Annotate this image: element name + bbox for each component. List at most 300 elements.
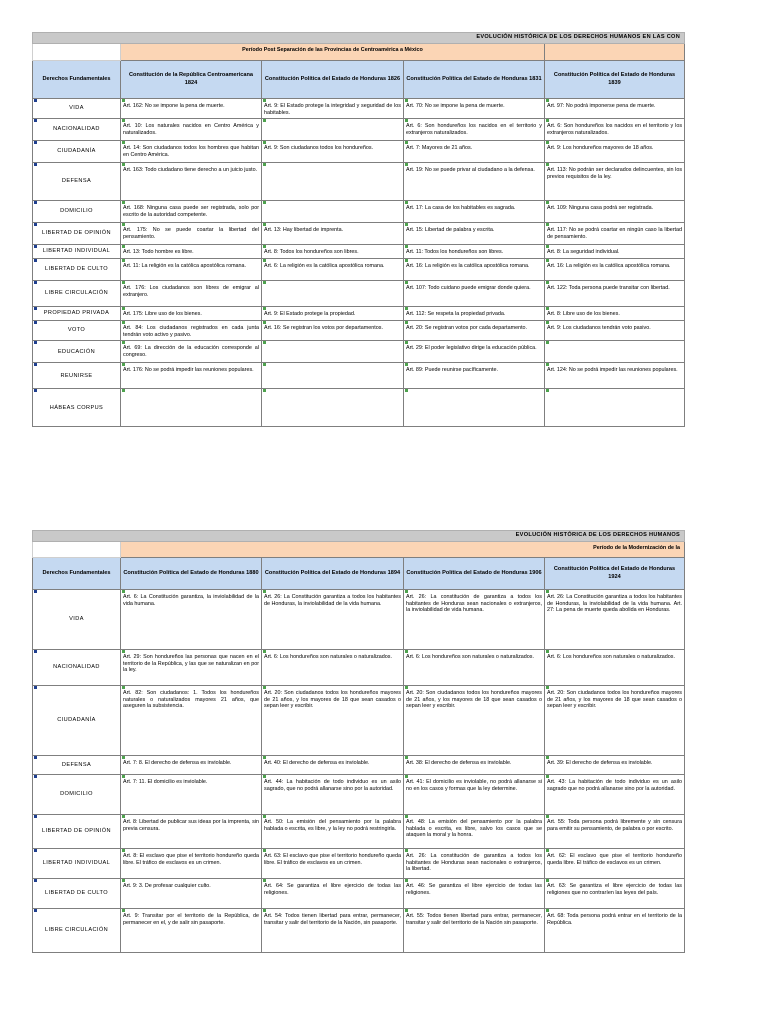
table-cell bbox=[121, 775, 262, 815]
table-cell bbox=[262, 775, 404, 815]
table-cell bbox=[545, 307, 685, 321]
table-cell bbox=[262, 686, 404, 756]
cell-text: Art. 9: Los hondureños mayores de 18 años. bbox=[547, 145, 654, 152]
cell-marker-icon bbox=[122, 775, 125, 778]
cell-text: Art. 13: Hay libertad de imprenta. bbox=[264, 227, 344, 234]
cell-text: Art. 175: No se puede coartar la libertad del pensamiento. bbox=[123, 227, 259, 240]
row-label-text: HÁBEAS CORPUS bbox=[49, 404, 104, 411]
cell-marker-icon bbox=[546, 141, 549, 144]
table-cell bbox=[404, 321, 545, 341]
table-row bbox=[33, 141, 685, 163]
cell-marker-icon bbox=[34, 321, 37, 324]
table-cell bbox=[121, 590, 262, 650]
row-label bbox=[33, 756, 121, 775]
cell-text: Art. 54: Todos tienen libertad para entrar, permanecer, transitar y salir del territorio de la Nación, sin pasaporte. bbox=[264, 913, 401, 926]
cell-marker-icon bbox=[405, 281, 408, 284]
row-label bbox=[33, 775, 121, 815]
cell-marker-icon bbox=[405, 307, 408, 310]
cell-text: Art. 68: Toda persona podrá entrar en el territorio de la República. bbox=[547, 913, 682, 926]
cell-text: Art. 26: La constitución de garantiza a todos los habitantes de Honduras sean nacionales o extranjeros, la inviolabilidad de vida humana. bbox=[406, 594, 542, 614]
cell-marker-icon bbox=[34, 163, 37, 166]
cell-text: Art. 8: La seguridad individual. bbox=[547, 249, 620, 256]
cell-marker-icon bbox=[405, 363, 408, 366]
table-cell bbox=[121, 119, 262, 141]
rights-table-1 bbox=[32, 32, 685, 427]
cell-text: Art. 113: No podrán ser declarados delincuentes, sin los previos requisitos de la ley. bbox=[547, 167, 683, 180]
table-cell bbox=[404, 99, 545, 119]
table-cell bbox=[545, 321, 685, 341]
cell-text: Art. 97: No podrá imponerse pena de muerte. bbox=[547, 103, 656, 109]
table-row bbox=[33, 363, 685, 389]
cell-marker-icon bbox=[122, 909, 125, 912]
cell-marker-icon bbox=[122, 223, 125, 226]
table-cell bbox=[262, 389, 404, 427]
cell-text: Art. 122: Toda persona puede transitar con libertad. bbox=[547, 285, 670, 292]
table-cell bbox=[545, 223, 685, 245]
table-cell bbox=[121, 259, 262, 281]
row-label bbox=[33, 201, 121, 223]
cell-text: Art. 55: Toda persona podrá libremente y sin censura para emitir su pensamiento, de palabra o por escrito. bbox=[547, 819, 682, 832]
cell-marker-icon bbox=[405, 223, 408, 226]
table-row bbox=[33, 245, 685, 259]
table-cell bbox=[121, 141, 262, 163]
row-label bbox=[33, 245, 121, 259]
cell-marker-icon bbox=[405, 163, 408, 166]
cell-marker-icon bbox=[546, 389, 549, 392]
cell-text: Art. 168: Ninguna casa puede ser registrada, solo por escrito de la autoridad competente. bbox=[123, 205, 259, 218]
cell-text: Art. 7: 8. El derecho de defensa es inviolable. bbox=[123, 760, 232, 766]
row-label bbox=[33, 909, 121, 953]
cell-marker-icon bbox=[263, 307, 266, 310]
period-label: Período Post Separación de las Provincias de Centroamérica a México bbox=[121, 44, 545, 61]
cell-text: Art. 9: Transitar por el territorio de la República, de permanecer en el, y de salir sin pasaporte. bbox=[123, 913, 259, 926]
table-cell bbox=[404, 849, 545, 879]
row-header-label: Derechos Fundamentales bbox=[33, 558, 121, 590]
table-row bbox=[33, 307, 685, 321]
cell-text: Art. 10: Los naturales nacidos en Centro América y naturalizados. bbox=[123, 123, 259, 136]
table-cell bbox=[404, 879, 545, 909]
cell-marker-icon bbox=[263, 815, 266, 818]
table-cell bbox=[262, 590, 404, 650]
table-row bbox=[33, 223, 685, 245]
cell-text: Art. 17: La casa de los habitables es sagrada. bbox=[406, 205, 516, 212]
cell-marker-icon bbox=[405, 201, 408, 204]
cell-marker-icon bbox=[405, 650, 408, 653]
cell-text: Art. 82: Son ciudadanos: 1. Todos los hondureños naturales o naturalizados mayores 21 años, que aseguren la subsistencia. bbox=[123, 690, 259, 710]
cell-marker-icon bbox=[34, 245, 37, 248]
cell-text: Art. 20: Son ciudadanos todos los hondureños mayores de 21 años, y los mayores de 18 que sean casados o sepan leer y escribir. bbox=[547, 690, 682, 710]
table-cell bbox=[545, 650, 685, 686]
cell-text: Art. 20: Son ciudadanos todos los hondureños mayores de 21 años, y los mayores de 18 que sean casados o sepan leer y escribir. bbox=[406, 690, 542, 710]
row-label bbox=[33, 389, 121, 427]
row-label-text: NACIONALIDAD bbox=[53, 126, 100, 133]
row-label-text: DEFENSA bbox=[61, 761, 92, 768]
cell-text: Art. 9: El Estado protege la propiedad. bbox=[264, 311, 356, 318]
row-label-text: NACIONALIDAD bbox=[53, 664, 100, 671]
cell-text: Art. 9: Son ciudadanos todos los hondureños. bbox=[264, 145, 374, 152]
blank-corner bbox=[33, 44, 121, 61]
table-cell bbox=[262, 909, 404, 953]
row-label bbox=[33, 307, 121, 321]
cell-marker-icon bbox=[546, 321, 549, 324]
table-row bbox=[33, 756, 685, 775]
period-label: Período de la Modernización de la bbox=[121, 542, 685, 558]
cell-marker-icon bbox=[122, 259, 125, 262]
cell-marker-icon bbox=[263, 775, 266, 778]
cell-marker-icon bbox=[34, 849, 37, 852]
table-cell bbox=[545, 686, 685, 756]
table-cell bbox=[262, 756, 404, 775]
rights-table-2 bbox=[32, 530, 685, 953]
table-cell bbox=[404, 389, 545, 427]
table-cell bbox=[121, 849, 262, 879]
cell-marker-icon bbox=[263, 201, 266, 204]
cell-marker-icon bbox=[263, 259, 266, 262]
table-cell bbox=[404, 201, 545, 223]
cell-text: Art. 50: La emisión del pensamiento por la palabra hablada o escrita, es libre, y la ley no podrá restringirla. bbox=[264, 819, 401, 832]
table-cell bbox=[404, 756, 545, 775]
table-row bbox=[33, 815, 685, 849]
table-row bbox=[33, 590, 685, 650]
cell-text: Art. 163: Todo ciudadano tiene derecho a un juicio justo. bbox=[123, 167, 258, 174]
table-cell bbox=[545, 909, 685, 953]
row-label bbox=[33, 141, 121, 163]
table-cell bbox=[121, 815, 262, 849]
cell-marker-icon bbox=[405, 590, 408, 593]
cell-marker-icon bbox=[122, 321, 125, 324]
cell-text: Art. 16: Se registran los votos por departamentos. bbox=[264, 325, 383, 332]
table-cell bbox=[262, 119, 404, 141]
table-cell bbox=[262, 650, 404, 686]
table-cell bbox=[121, 756, 262, 775]
column-header: Constitución Política del Estado de Honduras 1924 bbox=[545, 558, 685, 590]
cell-marker-icon bbox=[122, 849, 125, 852]
table-cell bbox=[545, 141, 685, 163]
cell-text: Art. 117: No se podrá coartar en ningún caso la libertad de pensamiento. bbox=[547, 227, 683, 240]
table-cell bbox=[121, 650, 262, 686]
cell-marker-icon bbox=[122, 363, 125, 366]
cell-text: Art. 8: Todos los hondureños son libres. bbox=[264, 249, 359, 256]
cell-marker-icon bbox=[122, 756, 125, 759]
table-cell bbox=[262, 341, 404, 363]
cell-text: Art. 11: Todos los hondureños son libres. bbox=[406, 249, 504, 256]
cell-marker-icon bbox=[34, 201, 37, 204]
cell-marker-icon bbox=[122, 307, 125, 310]
table-cell bbox=[121, 223, 262, 245]
row-label-text: VOTO bbox=[67, 327, 86, 334]
cell-text: Art. 8: Libertad de publicar sus ideas por la imprenta, sin previa censura. bbox=[123, 819, 259, 832]
cell-marker-icon bbox=[405, 341, 408, 344]
row-label bbox=[33, 341, 121, 363]
table-cell bbox=[121, 909, 262, 953]
table-cell bbox=[262, 245, 404, 259]
table-cell bbox=[262, 141, 404, 163]
column-header: Constitución Política del Estado de Honduras 1826 bbox=[262, 61, 404, 99]
cell-text: Art. 13: Todo hombre es libre. bbox=[123, 249, 194, 256]
cell-text: Art. 26: La Constitución garantiza a todos los habitantes de Honduras, la inviolabilidad de la vida humana. Art. 27: La pena de muerte queda abolida en Honduras. bbox=[547, 594, 682, 614]
table-row bbox=[33, 99, 685, 119]
table-row bbox=[33, 119, 685, 141]
cell-text: Art. 6: Los hondureños son naturales o naturalizados. bbox=[547, 654, 675, 660]
row-label-text: VIDA bbox=[69, 105, 84, 112]
row-label-text: REUNIRSE bbox=[60, 372, 93, 379]
cell-marker-icon bbox=[546, 849, 549, 852]
table-cell bbox=[121, 281, 262, 307]
table-row bbox=[33, 909, 685, 953]
cell-marker-icon bbox=[122, 341, 125, 344]
cell-marker-icon bbox=[405, 321, 408, 324]
cell-marker-icon bbox=[34, 363, 37, 366]
cell-marker-icon bbox=[546, 879, 549, 882]
cell-marker-icon bbox=[546, 245, 549, 248]
cell-text: Art. 26: La constitución de garantiza a todos los habitantes de Honduras sean nacionales o extranjeros, la libertad. bbox=[406, 853, 542, 873]
column-header: Constitución Política del Estado de Honduras 1906 bbox=[404, 558, 545, 590]
table-cell bbox=[121, 341, 262, 363]
table-cell bbox=[262, 99, 404, 119]
table-cell bbox=[404, 307, 545, 321]
table-cell bbox=[404, 363, 545, 389]
cell-text: Art. 39: El derecho de defensa es inviolable. bbox=[547, 760, 653, 766]
cell-marker-icon bbox=[263, 141, 266, 144]
row-label bbox=[33, 119, 121, 141]
row-label bbox=[33, 223, 121, 245]
cell-text: Art. 16: La religión es la católica apostólica romana. bbox=[547, 263, 671, 270]
cell-marker-icon bbox=[263, 341, 266, 344]
table-cell bbox=[545, 879, 685, 909]
cell-marker-icon bbox=[405, 389, 408, 392]
cell-marker-icon bbox=[405, 686, 408, 689]
sheet-title: EVOLUCIÓN HISTÓRICA DE LOS DERECHOS HUMANOS EN LAS CON bbox=[33, 33, 685, 44]
cell-text: Art. 20: Son ciudadanos todos los hondureños mayores de 21 años, y los mayores de 18 que sean casados o sepan leer y escribir. bbox=[264, 690, 401, 710]
cell-marker-icon bbox=[34, 590, 37, 593]
cell-text: Art. 8: Libre uso de los bienes. bbox=[547, 311, 620, 318]
table-cell bbox=[404, 163, 545, 201]
column-header: Constitución de la República Centroamericana 1824 bbox=[121, 61, 262, 99]
table-cell bbox=[262, 259, 404, 281]
table-cell bbox=[404, 775, 545, 815]
table-cell bbox=[404, 650, 545, 686]
cell-text: Art. 63: Se garantiza el libre ejercicio de todas las religiones que no contraríen las leyes del país. bbox=[547, 883, 682, 896]
cell-marker-icon bbox=[546, 281, 549, 284]
table-cell bbox=[404, 590, 545, 650]
cell-marker-icon bbox=[34, 119, 37, 122]
cell-marker-icon bbox=[263, 99, 266, 102]
row-label-text: DEFENSA bbox=[61, 178, 92, 185]
row-label-text: CIUDADANÍA bbox=[57, 717, 96, 724]
cell-marker-icon bbox=[546, 815, 549, 818]
table-cell bbox=[545, 201, 685, 223]
table-cell bbox=[121, 307, 262, 321]
cell-text: Art. 64: Se garantiza el libre ejercicio de todas las religiones. bbox=[264, 883, 401, 896]
cell-text: Art. 176: Los ciudadanos son libres de emigrar al extranjero. bbox=[123, 285, 259, 298]
cell-text: Art. 41: El domicilio es inviolable, no podrá allanarse si no en los casos y formas que la ley determine. bbox=[406, 779, 542, 792]
table-cell bbox=[404, 341, 545, 363]
cell-marker-icon bbox=[405, 141, 408, 144]
cell-marker-icon bbox=[546, 686, 549, 689]
table-cell bbox=[404, 223, 545, 245]
column-header: Constitución Política del Estado de Honduras 1831 bbox=[404, 61, 545, 99]
row-label-text: CIUDADANÍA bbox=[57, 148, 96, 155]
cell-marker-icon bbox=[546, 756, 549, 759]
cell-marker-icon bbox=[34, 281, 37, 284]
table-row bbox=[33, 341, 685, 363]
table-cell bbox=[262, 321, 404, 341]
table-cell bbox=[121, 163, 262, 201]
cell-text: Art. 29: El poder legislativo dirige la educación pública. bbox=[406, 345, 537, 352]
row-label bbox=[33, 363, 121, 389]
cell-marker-icon bbox=[405, 879, 408, 882]
table-cell bbox=[545, 815, 685, 849]
cell-marker-icon bbox=[122, 686, 125, 689]
cell-marker-icon bbox=[263, 281, 266, 284]
cell-marker-icon bbox=[122, 650, 125, 653]
cell-marker-icon bbox=[34, 909, 37, 912]
table-cell bbox=[121, 321, 262, 341]
table-cell bbox=[545, 259, 685, 281]
cell-marker-icon bbox=[405, 119, 408, 122]
table-cell bbox=[404, 259, 545, 281]
cell-marker-icon bbox=[405, 909, 408, 912]
cell-marker-icon bbox=[546, 99, 549, 102]
table-cell bbox=[404, 245, 545, 259]
cell-text: Art. 62: El esclavo que pise el territorio hondureño queda libre. El tráfico de esclavos es un crimen. bbox=[547, 853, 682, 866]
cell-marker-icon bbox=[546, 163, 549, 166]
cell-text: Art. 69: La dirección de la educación corresponde al congreso. bbox=[123, 345, 259, 358]
row-label bbox=[33, 849, 121, 879]
cell-marker-icon bbox=[122, 245, 125, 248]
table-cell bbox=[404, 119, 545, 141]
table-cell bbox=[545, 245, 685, 259]
table-cell bbox=[262, 201, 404, 223]
cell-marker-icon bbox=[263, 119, 266, 122]
table-cell bbox=[404, 141, 545, 163]
row-label bbox=[33, 650, 121, 686]
cell-marker-icon bbox=[405, 259, 408, 262]
row-label-text: EDUCACIÓN bbox=[57, 348, 96, 355]
cell-marker-icon bbox=[546, 590, 549, 593]
cell-text: Art. 6: Los hondureños son naturales o naturalizados. bbox=[264, 654, 392, 660]
cell-text: Art. 109: Ninguna casa podrá ser registrada. bbox=[547, 205, 654, 212]
cell-marker-icon bbox=[263, 686, 266, 689]
table-cell bbox=[404, 909, 545, 953]
column-header: Constitución Política del Estado de Honduras 1880 bbox=[121, 558, 262, 590]
column-header: Constitución Política del Estado de Honduras 1894 bbox=[262, 558, 404, 590]
cell-text: Art. 6: Son hondureños los nacidos en el territorio y extranjeros naturalizados. bbox=[406, 123, 542, 136]
cell-marker-icon bbox=[34, 686, 37, 689]
table-cell bbox=[262, 849, 404, 879]
table-cell bbox=[262, 879, 404, 909]
cell-marker-icon bbox=[34, 341, 37, 344]
row-label-text: LIBERTAD DE CULTO bbox=[45, 890, 108, 897]
row-label-text: VIDA bbox=[69, 616, 84, 623]
table-cell bbox=[545, 389, 685, 427]
cell-marker-icon bbox=[34, 650, 37, 653]
cell-marker-icon bbox=[34, 879, 37, 882]
cell-marker-icon bbox=[122, 119, 125, 122]
row-label-text: LIBERTAD INDIVIDUAL bbox=[42, 860, 111, 867]
table-cell bbox=[545, 341, 685, 363]
cell-marker-icon bbox=[546, 650, 549, 653]
cell-text: Art. 46: Se garantiza el libre ejercicio de todas las religiones. bbox=[406, 883, 542, 896]
cell-text: Art. 124: No se podrá impedir las reuniones populares. bbox=[547, 367, 678, 374]
cell-marker-icon bbox=[405, 245, 408, 248]
table-cell bbox=[545, 775, 685, 815]
row-label-text: LIBERTAD DE CULTO bbox=[45, 266, 108, 273]
cell-text: Art. 162: No se impone la pena de muerte. bbox=[123, 103, 225, 109]
cell-text: Art. 6: Son hondureños los nacidos en el territorio y los extranjeros naturalizados. bbox=[547, 123, 683, 136]
cell-text: Art. 9: El Estado protege la integridad y seguridad de los habitables. bbox=[264, 103, 401, 116]
cell-text: Art. 6: La Constitución garantiza, la inviolabilidad de la vida humana. bbox=[123, 594, 259, 607]
table-row bbox=[33, 849, 685, 879]
cell-marker-icon bbox=[263, 879, 266, 882]
cell-marker-icon bbox=[34, 389, 37, 392]
cell-marker-icon bbox=[122, 815, 125, 818]
table-cell bbox=[262, 307, 404, 321]
cell-marker-icon bbox=[34, 307, 37, 310]
cell-marker-icon bbox=[122, 201, 125, 204]
sheet-1 bbox=[32, 32, 684, 427]
cell-text: Art. 176: No se podrá impedir las reuniones populares. bbox=[123, 367, 254, 374]
cell-text: Art. 6: Los hondureños son naturales o naturalizados. bbox=[406, 654, 534, 660]
row-label-text: DOMICILIO bbox=[60, 208, 93, 215]
cell-marker-icon bbox=[405, 99, 408, 102]
cell-text: Art. 20: Se registran votos por cada departamento. bbox=[406, 325, 528, 332]
cell-text: Art. 6: La religión es la católica apostólica romana. bbox=[264, 263, 385, 270]
row-label bbox=[33, 99, 121, 119]
cell-marker-icon bbox=[263, 590, 266, 593]
cell-text: Art. 8: El esclavo que pise el territorio hondureño queda libre. El tráfico de esclavos es un crimen. bbox=[123, 853, 259, 866]
cell-text: Art. 9: Los ciudadanos tendrán voto pasivo. bbox=[547, 325, 651, 332]
sheet-title: EVOLUCIÓN HISTÓRICA DE LOS DERECHOS HUMANOS bbox=[33, 531, 685, 542]
cell-marker-icon bbox=[263, 321, 266, 324]
cell-text: Art. 175: Libre uso de los bienes. bbox=[123, 311, 202, 318]
cell-marker-icon bbox=[263, 756, 266, 759]
table-cell bbox=[121, 389, 262, 427]
cell-text: Art. 7: 11. El domicilio es inviolable. bbox=[123, 779, 208, 785]
cell-marker-icon bbox=[263, 363, 266, 366]
cell-text: Art. 107: Todo cuidano puede emigrar donde quiera. bbox=[406, 285, 531, 292]
cell-text: Art. 70: No se impone la pena de muerte. bbox=[406, 103, 505, 109]
table-cell bbox=[545, 99, 685, 119]
table-cell bbox=[404, 815, 545, 849]
table-cell bbox=[121, 201, 262, 223]
cell-text: Art. 84: Los ciudadanos registrados en cada junta tendrán voto activo y pasivo. bbox=[123, 325, 259, 338]
cell-marker-icon bbox=[263, 849, 266, 852]
period-continuation bbox=[545, 44, 685, 61]
cell-text: Art. 9: 3. De profesar cualquier culto. bbox=[123, 883, 211, 889]
row-label-text: LIBERTAD DE OPINIÓN bbox=[42, 828, 111, 835]
cell-text: Art. 14: Son ciudadanos todos los hombres que habitan en Centro América. bbox=[123, 145, 259, 158]
table-row bbox=[33, 879, 685, 909]
cell-text: Art. 16: La religión es la católica apostólica romana. bbox=[406, 263, 530, 270]
table-row bbox=[33, 775, 685, 815]
cell-marker-icon bbox=[405, 849, 408, 852]
cell-text: Art. 55: Todos tienen libertad para entrar, permanecer, transitar y salir del territorio de la Nación sin pasaporte. bbox=[406, 913, 542, 926]
cell-marker-icon bbox=[263, 223, 266, 226]
table-row bbox=[33, 650, 685, 686]
table-cell bbox=[262, 281, 404, 307]
table-cell bbox=[545, 363, 685, 389]
cell-marker-icon bbox=[546, 307, 549, 310]
cell-marker-icon bbox=[263, 245, 266, 248]
row-label bbox=[33, 259, 121, 281]
cell-text: Art. 63: El esclavo que pise el territorio hondureño queda libre. El tráfico de esclavos es un crimen. bbox=[264, 853, 401, 866]
row-label-text: DOMICILIO bbox=[60, 791, 93, 798]
row-label bbox=[33, 321, 121, 341]
table-cell bbox=[262, 815, 404, 849]
cell-text: Art. 48: La emisión del pensamiento por la palabra hablada o escrita, es libre, salvo los casos que se ataquen la moral y la honra. bbox=[406, 819, 542, 839]
table-cell bbox=[545, 756, 685, 775]
